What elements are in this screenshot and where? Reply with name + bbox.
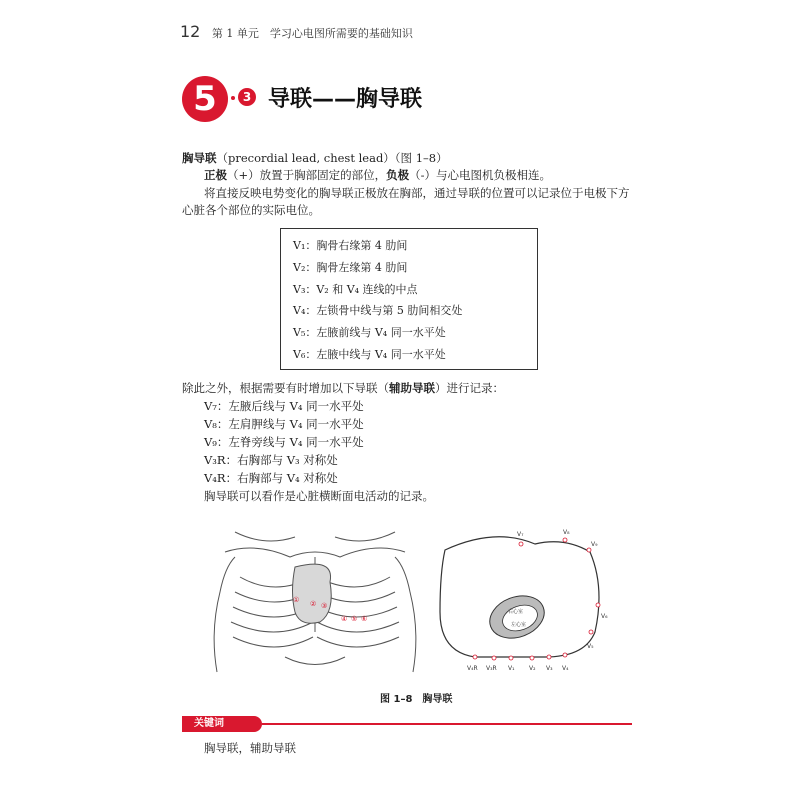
electrode-2: ②: [310, 600, 317, 608]
extra-v7: V₇：左腋后线与 V₄ 同一水平处: [204, 399, 364, 413]
label-v5: V₅: [587, 643, 594, 650]
cross-section-diagram: [440, 529, 608, 672]
extra-intro-b: ）进行记录：: [435, 381, 504, 395]
section-title: 导联——胸导联: [268, 87, 423, 112]
running-title: 第 1 单元 学习心电图所需要的基础知识: [211, 27, 413, 40]
extra-v3r: V₃R：右胸部与 V₃ 对称处: [204, 453, 338, 467]
label-v9: V₉: [591, 541, 598, 548]
keywords-label: 关键词: [182, 716, 262, 732]
lead-v6: V₆：左腋中线与 V₄ 同一水平处: [293, 348, 446, 361]
label-v8: V₈: [563, 529, 570, 536]
extra-intro: [182, 380, 504, 397]
keywords-text: 胸导联，辅助导联: [204, 741, 296, 755]
keywords-rule: [262, 723, 632, 725]
label-v4r: V₄R: [467, 665, 478, 672]
lead-position-box: [280, 228, 538, 370]
label-v1: V₁: [508, 665, 515, 672]
closing-line: 胸导联可以看作是心脏横断面电活动的记录。: [204, 489, 434, 503]
electrode-1: ①: [293, 596, 300, 604]
positive-text: （+）放置于胸部固定的部位，: [227, 168, 387, 182]
paragraph-line-1: 将直接反映电势变化的胸导联正极放在胸部，通过导联的位置可以记录位于电极下方: [204, 186, 630, 200]
lead-v4: V₄：左锁骨中线与第 5 肋间相交处: [293, 304, 463, 317]
label-v2: V₂: [529, 665, 536, 672]
page-number: 12: [180, 22, 201, 41]
lead-v1: V₁：胸骨右缘第 4 肋间: [293, 239, 408, 252]
extra-intro-a: 除此之外，根据需要有时增加以下导联（: [182, 381, 389, 395]
label-v6: V₆: [601, 613, 608, 620]
lead-v3: V₃：V₂ 和 V₄ 连线的中点: [293, 283, 418, 296]
chest-lead-figure: [195, 522, 615, 687]
polarity-line: [204, 167, 551, 184]
positive-label: 正极: [204, 168, 227, 182]
keywords-bar: [182, 716, 632, 732]
extra-v9: V₉：左脊旁线与 V₄ 同一水平处: [204, 435, 364, 449]
electrode-5: ⑤: [351, 615, 358, 623]
lead-v5: V₅：左腋前线与 V₄ 同一水平处: [293, 326, 446, 339]
negative-label: 负极: [386, 168, 410, 182]
electrode-6: ⑥: [361, 615, 368, 623]
term: 胸导联: [182, 151, 217, 165]
lead-v2: V₂：胸骨左缘第 4 肋间: [293, 261, 408, 274]
electrode-3: ③: [321, 602, 328, 610]
figure-caption: 图 1–8 胸导联: [380, 694, 453, 705]
right-ventricle-label: 右心室: [508, 609, 524, 615]
label-v3: V₃: [546, 665, 553, 672]
section-dot: [231, 96, 235, 100]
paragraph-line-2: 心脏各个部位的实际电位。: [182, 203, 320, 217]
section-number-badge: 5: [182, 76, 228, 122]
label-v7: V₇: [517, 531, 524, 538]
negative-text: （-）与心电图机负极相连。: [409, 168, 552, 182]
auxiliary-lead-term: 辅助导联: [389, 381, 435, 395]
left-ventricle-label: 左心室: [511, 622, 527, 628]
subsection-number-badge: 3: [238, 88, 256, 106]
electrode-4: ④: [341, 615, 348, 623]
intro-line: [182, 150, 448, 167]
page-header: [180, 22, 413, 41]
extra-v4r: V₄R：右胸部与 V₄ 对称处: [204, 471, 338, 485]
extra-v8: V₈：左肩胛线与 V₄ 同一水平处: [204, 417, 364, 431]
label-v3r: V₃R: [486, 665, 497, 672]
term-english: （precordial lead, chest lead）（图 1–8）: [216, 151, 448, 165]
label-v4: V₄: [562, 665, 569, 672]
